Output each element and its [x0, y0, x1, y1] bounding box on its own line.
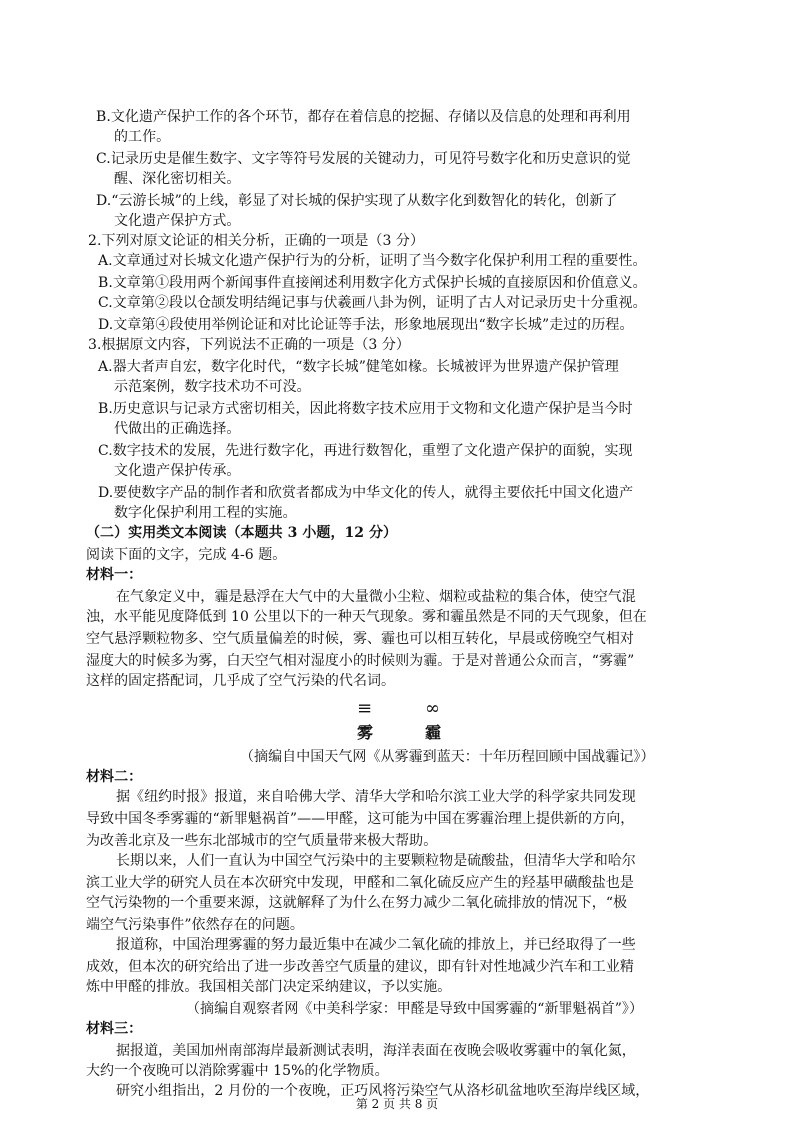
- material-two-line9: 成效，但本次的研究给出了进一步改善空气质量的建议，即有针对性地减少汽车和工业精: [86, 959, 634, 975]
- material-two-line2: 导致中国冬季雾霾的“新罪魁祸首”——甲醛，这可能为中国在雾霾治理上提供新的方向，: [86, 811, 635, 827]
- q3-option-c-line2: 文化遗产保护传承。: [114, 463, 241, 479]
- q3-option-b-line2: 代做出的正确选择。: [114, 421, 241, 437]
- option-b-line2: 的工作。: [114, 129, 171, 145]
- material-two-source: （摘编自观察者网《中美科学家：甲醛是导致中国雾霾的“新罪魁祸首”》）: [186, 1001, 644, 1017]
- option-c-line2: 醒、深化密切相关。: [114, 171, 241, 187]
- q2-option-d: D.文章第④段使用举例论证和对比论证等手法，形象地展现出“数字长城”走过的历程。: [98, 317, 634, 333]
- material-one-label: 材料一：: [86, 567, 143, 583]
- q3-option-b-line1: B.历史意识与记录方式密切相关，因此将数字技术应用于文物和文化遗产保护是当今时: [98, 401, 633, 417]
- material-two-line7: 端空气污染事件”依然存在的问题。: [86, 917, 304, 933]
- material-one-line3: 空气悬浮颗粒物多、空气质量偏差的时候，雾、霾也可以相互转化，早晨或傍晚空气相对: [86, 631, 634, 647]
- option-c-line1: C.记录历史是催生数字、文字等符号发展的关键动力，可见符号数字化和历史意识的觉: [96, 151, 631, 167]
- material-one-line4: 湿度大的时候多为雾，白天空气相对湿度小的时候则为霾。于是对普通公众而言，“雾霾”: [86, 653, 635, 669]
- q3-option-d-line1: D.要使数字产品的制作者和欣赏者都成为中华文化的传人，就得主要依托中国文化遗产: [98, 485, 634, 501]
- section-instruction: 阅读下面的文字，完成 4-6 题。: [86, 547, 287, 563]
- page-number: 第 2 页 共 8 页: [355, 1097, 439, 1111]
- material-two-line8: 报道称，中国治理雾霾的努力最近集中在减少二氧化硫的排放上，并已经取得了一些: [116, 937, 636, 953]
- section-heading: （二）实用类文本阅读（本题共 3 小题，12 分）: [86, 525, 398, 541]
- material-two-line6: 空气污染物的一个重要来源，这就解释了为什么在努力减少二氧化硫排放的情况下，“极: [86, 895, 628, 911]
- haze-symbol: ∞: [425, 698, 440, 719]
- material-three-line2: 大约一个夜晚可以消除雾霾中 15%的化学物质。: [86, 1063, 389, 1079]
- material-two-line10: 炼中甲醛的排放。我国相关部门决定采纳建议，予以实施。: [86, 979, 452, 995]
- material-two-line4: 长期以来，人们一直认为中国空气污染中的主要颗粒物是硫酸盐，但清华大学和哈尔: [116, 853, 636, 869]
- option-d-line1: D.“云游长城”的上线，彰显了对长城的保护实现了从数字化到数智化的转化，创新了: [96, 193, 618, 209]
- fog-symbol: ≡: [357, 698, 373, 719]
- question-3: 3.根据原文内容，下列说法不正确的一项是（3 分）: [88, 337, 410, 353]
- material-one-source: （摘编自中国天气网《从雾霾到蓝天：十年历程回顾中国战霾记》）: [240, 749, 655, 765]
- material-three-label: 材料三：: [86, 1021, 143, 1037]
- haze-label: 霾: [425, 723, 442, 742]
- q3-option-d-line2: 数字化保护利用工程的实施。: [114, 505, 297, 521]
- q2-option-b: B.文章第①段用两个新闻事件直接阐述利用数字化方式保护长城的直接原因和价值意义。: [98, 275, 647, 291]
- material-three-line1: 据报道，美国加州南部海岸最新测试表明，海洋表面在夜晚会吸收雾霾中的氧化氮，: [116, 1043, 636, 1059]
- option-b-line1: B.文化遗产保护工作的各个环节，都存在着信息的挖掘、存储以及信息的处理和再利用: [96, 109, 631, 125]
- material-one-line5: 这样的固定搭配词，几乎成了空气污染的代名词。: [86, 673, 396, 689]
- option-d-line2: 文化遗产保护方式。: [114, 213, 241, 229]
- fog-label: 雾: [357, 723, 374, 742]
- material-one-line2: 浊，水平能见度降低到 10 公里以下的一种天气现象。雾和霾虽然是不同的天气现象，但在: [86, 609, 647, 625]
- material-one-line1: 在气象定义中，霾是悬浮在大气中的大量微小尘粒、烟粒或盐粒的集合体，使空气混: [116, 589, 636, 605]
- material-two-line1: 据《纽约时报》报道，来自哈佛大学、清华大学和哈尔滨工业大学的科学家共同发现: [116, 789, 636, 805]
- material-three-line3: 研究小组指出，2 月份的一个夜晚，正巧风将污染空气从洛杉矶盆地吹至海岸线区域，: [116, 1083, 650, 1099]
- material-two-label: 材料二：: [86, 769, 143, 785]
- q3-option-a-line2: 示范案例，数字技术功不可没。: [114, 379, 311, 395]
- question-2: 2.下列对原文论证的相关分析，正确的一项是（3 分）: [88, 233, 425, 249]
- material-two-line3: 为改善北京及一些东北部城市的空气质量带来极大帮助。: [86, 833, 438, 849]
- q2-option-c: C.文章第②段以仓颉发明结绳记事与伏羲画八卦为例，证明了古人对记录历史十分重视。: [98, 295, 647, 311]
- q3-option-a-line1: A.器大者声自宏，数字化时代，“数字长城”健笔如椽。长城被评为世界遗产保护管理: [98, 359, 619, 375]
- material-two-line5: 滨工业大学的研究人员在本次研究中发现，甲醛和二氧化硫反应产生的羟基甲磺酸盐也是: [86, 875, 634, 891]
- q3-option-c-line1: C.数字技术的发展，先进行数字化，再进行数智化，重塑了文化遗产保护的面貌，实现: [98, 443, 633, 459]
- q2-option-a: A.文章通过对长城文化遗产保护行为的分析，证明了当今数字化保护利用工程的重要性。: [98, 253, 647, 269]
